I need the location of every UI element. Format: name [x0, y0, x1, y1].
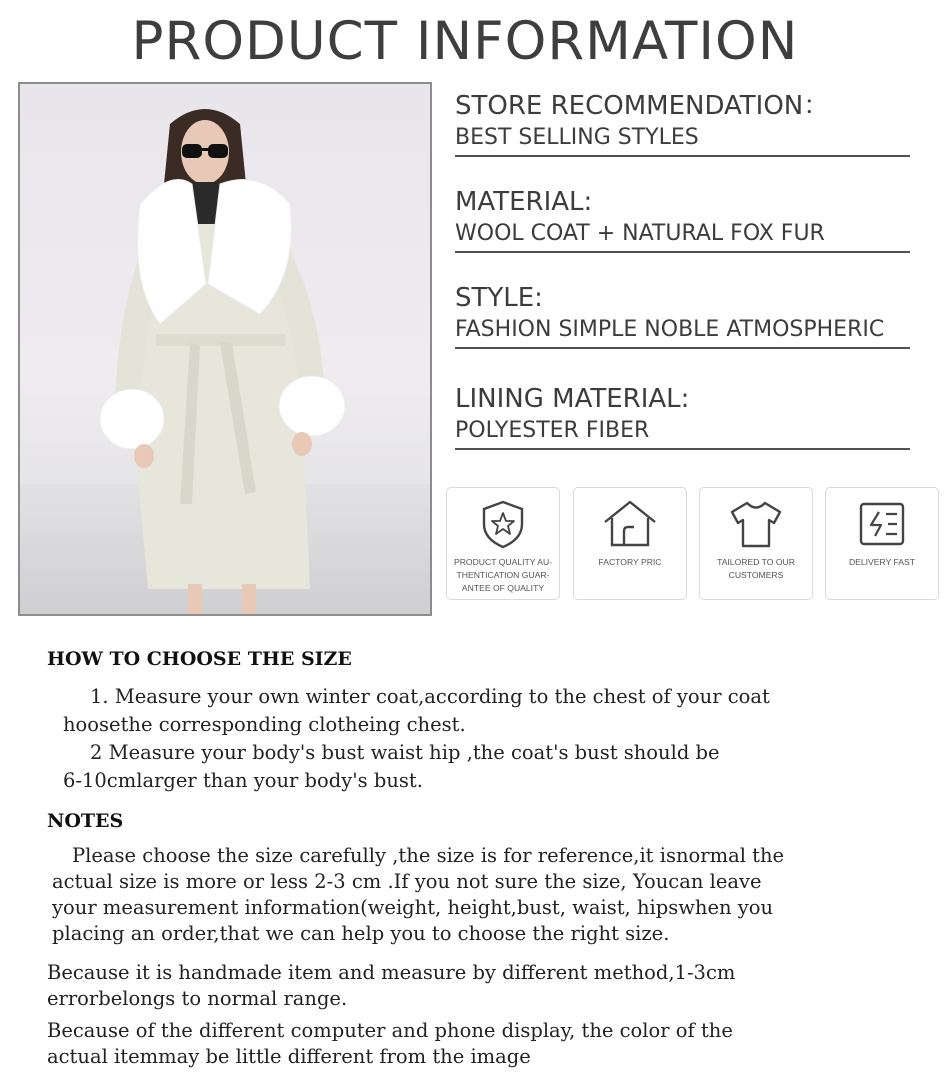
info-value: FASHION SIMPLE NOBLE ATMOSPHERIC [455, 315, 910, 349]
notes-line: Because of the different computer and phone display, the color of the [47, 1019, 733, 1042]
info-value: POLYESTER FIBER [455, 416, 910, 450]
info-label: MATERIAL: [455, 187, 593, 217]
info-store-recommendation [455, 89, 910, 157]
size-guide-line: 6-10cmlarger than your body's bust. [63, 769, 423, 792]
notes-line: errorbelongs to normal range. [47, 987, 348, 1010]
info-material [455, 185, 910, 253]
notes-line: your measurement information(weight, height,bust, waist, hipswhen you [52, 896, 774, 919]
feature-tailored [699, 487, 813, 600]
feature-label-line: FACTORY PRIC [598, 557, 662, 567]
shield-star-icon [477, 498, 529, 550]
feature-label-line: PRODUCT QUALITY AU- [453, 557, 553, 567]
info-style [455, 281, 910, 349]
feature-label-line: CUSTOMERS [728, 570, 784, 580]
tshirt-icon [727, 498, 785, 550]
notes-line: actual itemmay be little different from the image [47, 1045, 531, 1068]
feature-factory-price [573, 487, 687, 600]
notes-line: Please choose the size carefully ,the size is for reference,it isnormal the [72, 844, 785, 867]
feature-label-line: ANTEE OF QUALITY [461, 583, 545, 593]
model-in-fur-coat-image [20, 84, 430, 614]
size-guide-line: 1. Measure your own winter coat,according to the chest of your coat [90, 685, 770, 708]
delivery-icon [853, 498, 911, 550]
feature-label-line: THENTICATION GUAR- [456, 570, 550, 580]
info-label: LINING MATERIAL: [455, 384, 690, 414]
notes-heading: NOTES [47, 810, 124, 832]
feature-label-line: DELIVERY FAST [848, 557, 916, 567]
size-guide-line: 2 Measure your body's bust waist hip ,the coat's bust should be [90, 741, 720, 764]
size-guide-line: hoosethe corresponding clotheing chest. [63, 713, 466, 736]
feature-label-line: TAILORED TO OUR [717, 557, 795, 567]
page-title: PRODUCT INFORMATION [131, 11, 799, 72]
info-label: STYLE: [455, 283, 543, 313]
notes-line: placing an order,that we can help you to choose the right size. [52, 922, 670, 945]
notes-line: Because it is handmade item and measure by different method,1-3cm [47, 961, 736, 984]
info-label: STORE RECOMMENDATION： [455, 91, 830, 121]
feature-quality [446, 487, 560, 600]
info-value: BEST SELLING STYLES [455, 123, 910, 157]
info-value: WOOL COAT + NATURAL FOX FUR [455, 219, 910, 253]
product-photo [18, 82, 432, 616]
feature-delivery [825, 487, 939, 600]
size-guide-heading: HOW TO CHOOSE THE SIZE [47, 648, 352, 670]
house-icon [601, 498, 659, 550]
info-lining-material [455, 382, 910, 450]
notes-line: actual size is more or less 2-3 cm .If you not sure the size, Youcan leave [52, 870, 762, 893]
